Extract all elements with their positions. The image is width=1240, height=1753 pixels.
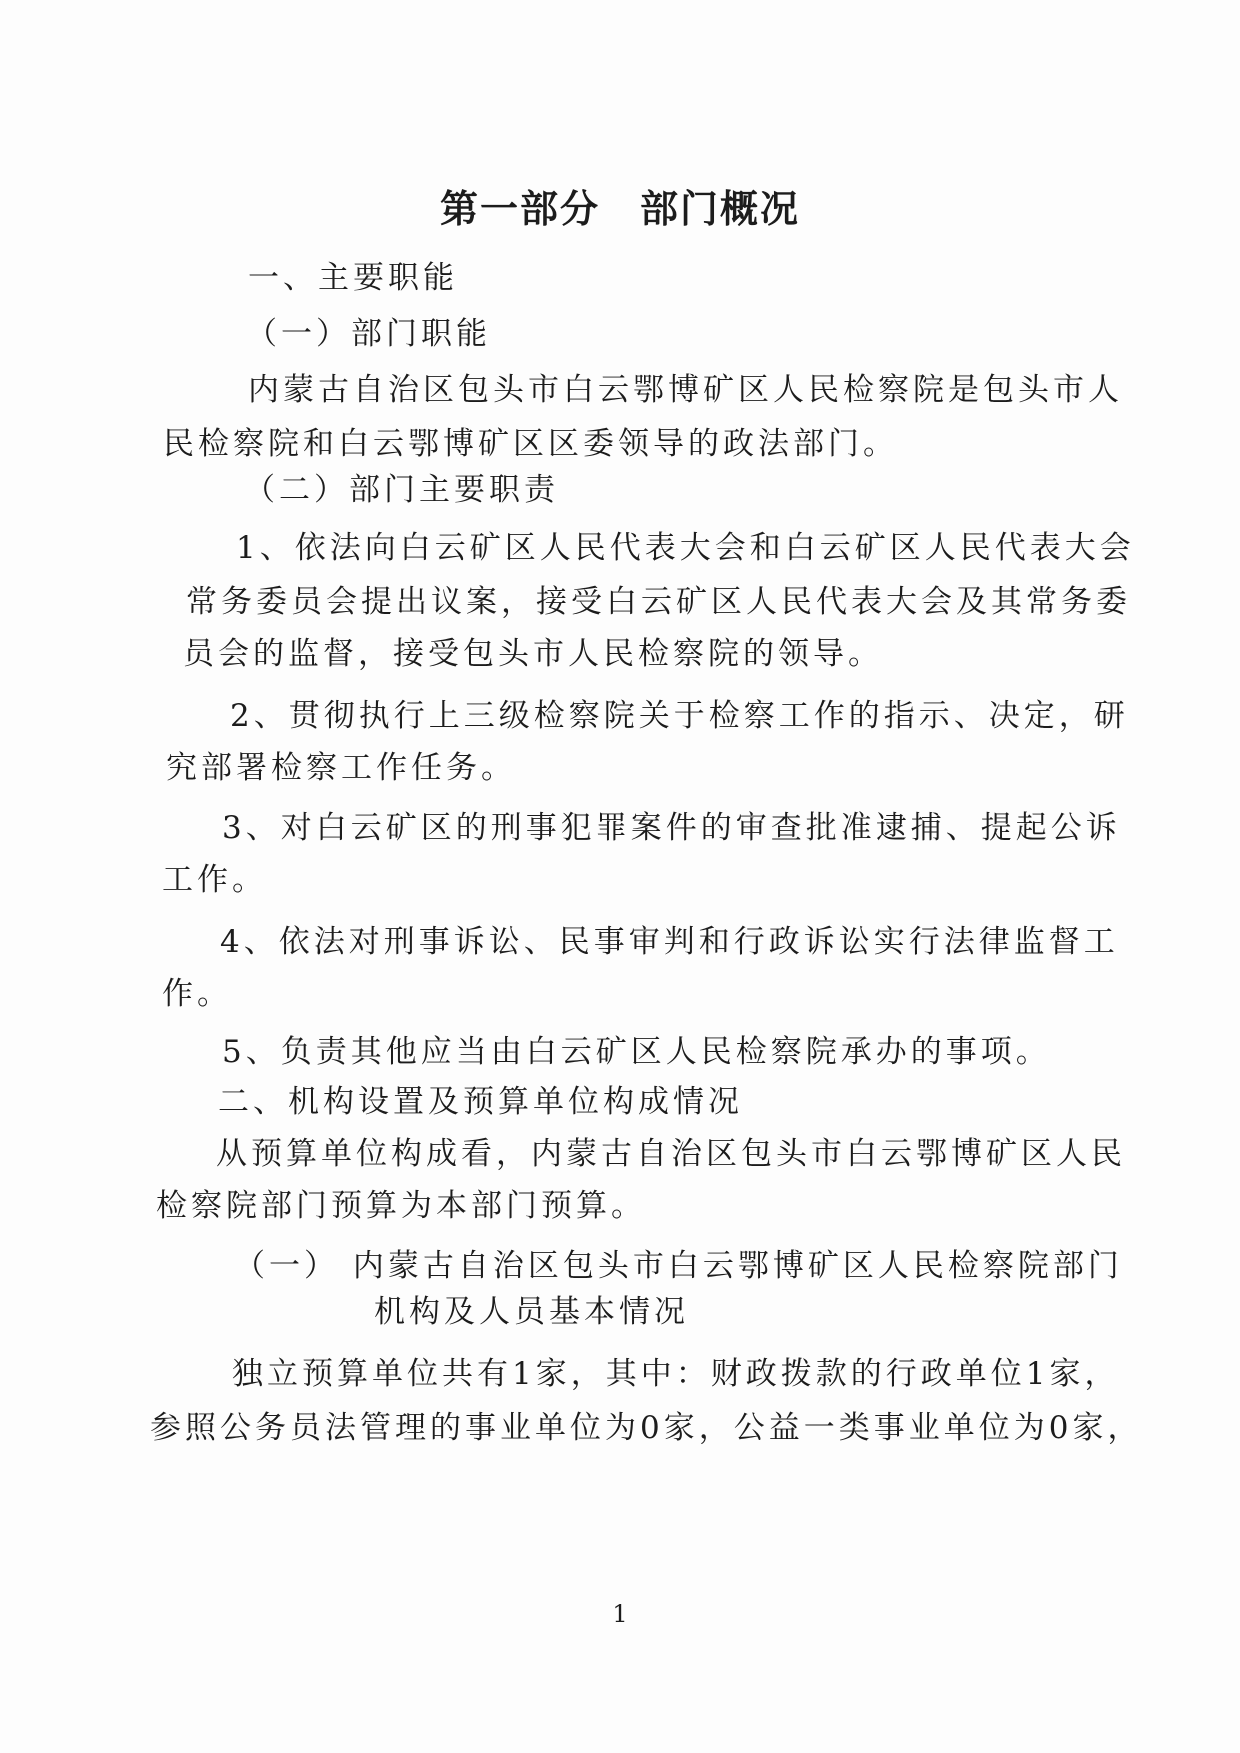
- duty-item-4: 4、依法对刑事诉讼、民事审判和行政诉讼实行法律监督工: [220, 924, 1119, 960]
- subheading-dept-function: （一）部门职能: [246, 316, 491, 352]
- paragraph-line: 参照公务员法管理的事业单位为0家，公益一类事业单位为0家，: [150, 1410, 1143, 1446]
- duty-item-3: 3、对白云矿区的刑事犯罪案件的审查批准逮捕、提起公诉: [222, 810, 1121, 846]
- title-name: 部门概况: [640, 187, 801, 231]
- heading-org-structure: 二、机构设置及预算单位构成情况: [218, 1084, 743, 1120]
- paragraph-line: 内蒙古自治区包头市白云鄂博矿区人民检察院是包头市人: [248, 372, 1123, 408]
- page-title: [0, 178, 1240, 233]
- duty-item-1: 1、依法向白云矿区人民代表大会和白云矿区人民代表大会: [236, 530, 1135, 566]
- subheading-continuation: 机构及人员基本情况: [374, 1294, 689, 1330]
- paragraph-line: 工作。: [162, 862, 267, 898]
- paragraph-line: 检察院部门预算为本部门预算。: [156, 1188, 646, 1224]
- heading-main-functions: 一、主要职能: [248, 260, 458, 296]
- title-part: 第一部分: [439, 187, 600, 231]
- paragraph-line: 作。: [162, 976, 232, 1012]
- paragraph-line: 究部署检察工作任务。: [166, 750, 516, 786]
- subheading-org-personnel: （一） 内蒙古自治区包头市白云鄂博矿区人民检察院部门: [234, 1248, 1123, 1284]
- paragraph-line: 常务委员会提出议案，接受白云矿区人民代表大会及其常务委: [186, 584, 1131, 620]
- paragraph-line: 从预算单位构成看，内蒙古自治区包头市白云鄂博矿区人民: [216, 1136, 1126, 1172]
- duty-item-5: 5、负责其他应当由白云矿区人民检察院承办的事项。: [222, 1034, 1051, 1070]
- duty-item-2: 2、贯彻执行上三级检察院关于检察工作的指示、决定，研: [230, 698, 1129, 734]
- page-number: 1: [612, 1600, 628, 1628]
- paragraph-line: 独立预算单位共有1家，其中：财政拨款的行政单位1家，: [232, 1356, 1120, 1392]
- subheading-main-duties: （二）部门主要职责: [244, 472, 559, 508]
- paragraph-line: 员会的监督，接受包头市人民检察院的领导。: [183, 636, 883, 672]
- paragraph-line: 民检察院和白云鄂博矿区区委领导的政法部门。: [163, 426, 898, 462]
